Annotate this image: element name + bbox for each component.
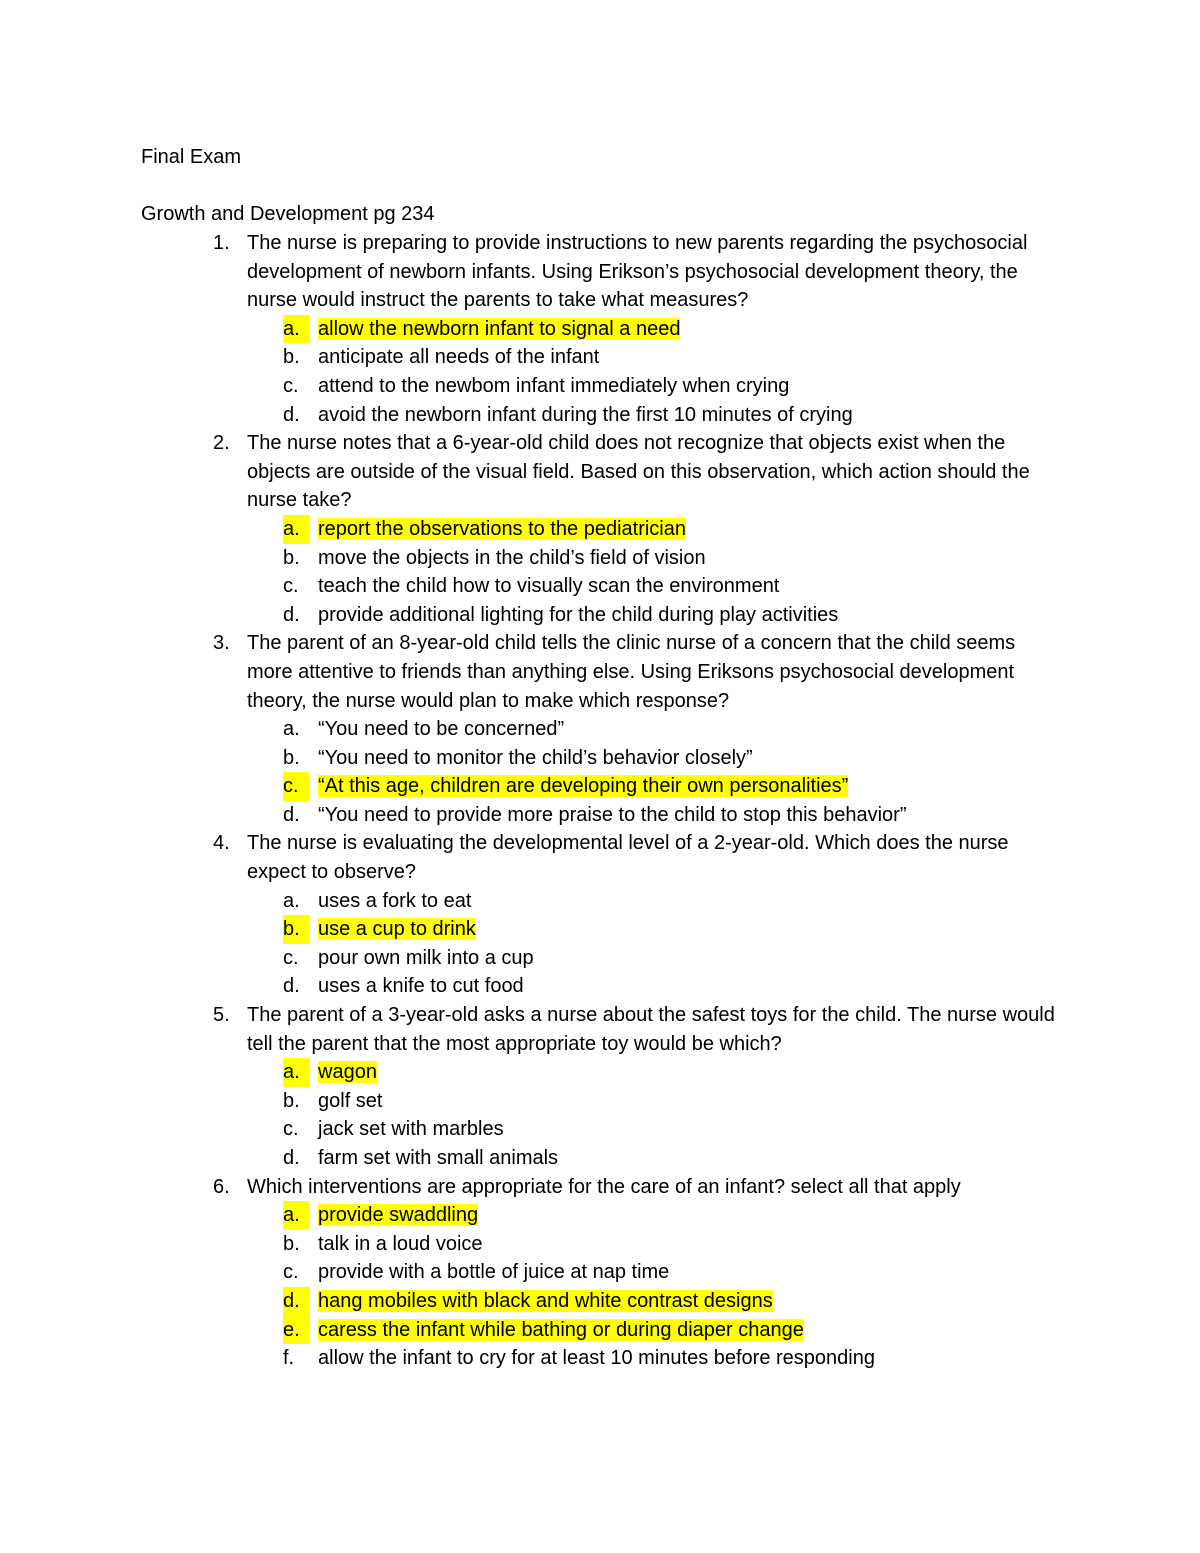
answer-option (247, 887, 1061, 916)
option-text: provide additional lighting for the child during play activities (318, 603, 839, 626)
answer-option-highlighted (247, 1287, 1061, 1316)
answer-option (247, 715, 1061, 744)
answer-option (247, 1115, 1061, 1144)
option-text: move the objects in the child’s field of vision (318, 546, 706, 569)
option-letter: b. (283, 746, 300, 769)
question-text: The nurse notes that a 6-year-old child does not recognize that objects exist when the objects are outside of the visual field. Based on this observation, which action should the nurse take? (247, 432, 1030, 512)
option-letter: a. (283, 1058, 310, 1087)
option-text: anticipate all needs of the infant (318, 346, 600, 369)
option-letter: d. (283, 1287, 310, 1316)
answer-options (247, 887, 1061, 1001)
answer-option (247, 1144, 1061, 1173)
option-text: attend to the newbom infant immediately when crying (318, 374, 790, 397)
option-text: “You need to provide more praise to the child to stop this behavior” (318, 803, 907, 826)
option-letter: b. (283, 1089, 300, 1112)
option-letter: b. (283, 1232, 300, 1255)
answer-options (247, 1201, 1061, 1373)
answer-option-highlighted (247, 1058, 1061, 1087)
answer-option (247, 401, 1061, 430)
question-number: 4. (213, 832, 230, 855)
option-text: uses a fork to eat (318, 889, 472, 912)
option-text: “At this age, children are developing their own personalities” (318, 775, 849, 798)
option-letter: b. (283, 346, 300, 369)
answer-option (247, 372, 1061, 401)
answer-option (247, 972, 1061, 1001)
answer-option-highlighted (247, 1201, 1061, 1230)
answer-option-highlighted (247, 1316, 1061, 1345)
question-text: The parent of an 8-year-old child tells the clinic nurse of a concern that the child seems more attentive to friends than anything else. Using Eriksons psychosocial development theory, the nurse would plan to make which response? (247, 632, 1016, 712)
option-letter: b. (283, 546, 300, 569)
option-text: farm set with small animals (318, 1147, 559, 1169)
option-letter: a. (283, 718, 300, 741)
option-letter: d. (283, 403, 300, 426)
option-letter: c. (283, 1261, 299, 1284)
option-text: report the observations to the pediatrician (318, 517, 686, 540)
option-text: avoid the newborn infant during the first 10 minutes of crying (318, 403, 853, 426)
question-number: 6. (213, 1175, 230, 1198)
question-item (141, 229, 1061, 429)
answer-option-highlighted (247, 915, 1061, 944)
question-list (141, 229, 1061, 1373)
option-letter: a. (283, 515, 310, 544)
question-item (141, 429, 1061, 629)
option-text: allow the newborn infant to signal a need (318, 317, 681, 340)
answer-option (247, 601, 1061, 630)
answer-options (247, 1058, 1061, 1172)
option-text: allow the infant to cry for at least 10 minutes before responding (318, 1347, 875, 1370)
option-text: provide swaddling (318, 1204, 479, 1227)
answer-option (247, 544, 1061, 573)
option-letter: c. (283, 575, 299, 598)
question-number: 2. (213, 432, 230, 455)
answer-option (247, 572, 1061, 601)
question-text: The parent of a 3-year-old asks a nurse about the safest toys for the child. The nurse would tell the parent that the most appropriate toy would be which? (247, 1004, 1055, 1055)
option-letter: a. (283, 889, 300, 912)
option-letter: d. (283, 975, 300, 998)
option-letter: d. (283, 1147, 300, 1169)
answer-option (247, 744, 1061, 773)
answer-option-highlighted (247, 315, 1061, 344)
answer-option (247, 1087, 1061, 1116)
answer-options (247, 715, 1061, 829)
option-letter: a. (283, 315, 310, 344)
question-item (141, 1001, 1061, 1173)
answer-option (247, 1258, 1061, 1287)
option-text: talk in a loud voice (318, 1232, 483, 1255)
option-letter: d. (283, 603, 300, 626)
option-text: caress the infant while bathing or during diaper change (318, 1318, 804, 1341)
question-item (141, 829, 1061, 1001)
option-text: use a cup to drink (318, 918, 476, 941)
question-number: 1. (213, 232, 230, 254)
answer-options (247, 515, 1061, 629)
question-item (141, 1173, 1061, 1373)
answer-option (247, 1230, 1061, 1259)
option-letter: c. (283, 374, 299, 397)
option-letter: e. (283, 1316, 310, 1345)
option-text: wagon (318, 1061, 377, 1084)
option-text: teach the child how to visually scan the environment (318, 575, 780, 598)
option-letter: b. (283, 915, 310, 944)
answer-option (247, 1344, 1061, 1373)
question-number: 3. (213, 632, 230, 655)
answer-option (247, 343, 1061, 372)
question-text: The nurse is evaluating the developmental level of a 2-year-old. Which does the nurse expect to observe? (247, 832, 1009, 884)
question-number: 5. (213, 1004, 230, 1027)
document-title: Final Exam (141, 146, 242, 168)
option-text: “You need to be concerned” (318, 718, 565, 741)
question-item (141, 629, 1061, 829)
answer-options (247, 315, 1061, 429)
question-text: The nurse is preparing to provide instructions to new parents regarding the psychosocial development of newborn infants. Using Erikson’s psychosocial development theory, the nurse would instruct the parents to take what measures? (247, 232, 1028, 312)
option-text: provide with a bottle of juice at nap time (318, 1261, 670, 1284)
answer-option (247, 944, 1061, 973)
option-letter: a. (283, 1201, 310, 1230)
option-letter: c. (283, 946, 299, 969)
answer-option (247, 801, 1061, 830)
option-letter: f. (283, 1347, 295, 1370)
option-letter: d. (283, 803, 300, 826)
section-heading: Growth and Development pg 234 (141, 203, 435, 225)
question-text: Which interventions are appropriate for the care of an infant? select all that apply (247, 1175, 961, 1198)
option-text: uses a knife to cut food (318, 975, 524, 998)
answer-option-highlighted (247, 515, 1061, 544)
option-letter: c. (283, 772, 309, 801)
option-text: “You need to monitor the child’s behavior closely” (318, 746, 753, 769)
answer-option-highlighted (247, 772, 1061, 801)
option-letter: c. (283, 1118, 299, 1141)
option-text: hang mobiles with black and white contrast designs (318, 1289, 773, 1312)
option-text: jack set with marbles (318, 1118, 504, 1141)
option-text: pour own milk into a cup (318, 946, 534, 969)
option-text: golf set (318, 1089, 383, 1112)
